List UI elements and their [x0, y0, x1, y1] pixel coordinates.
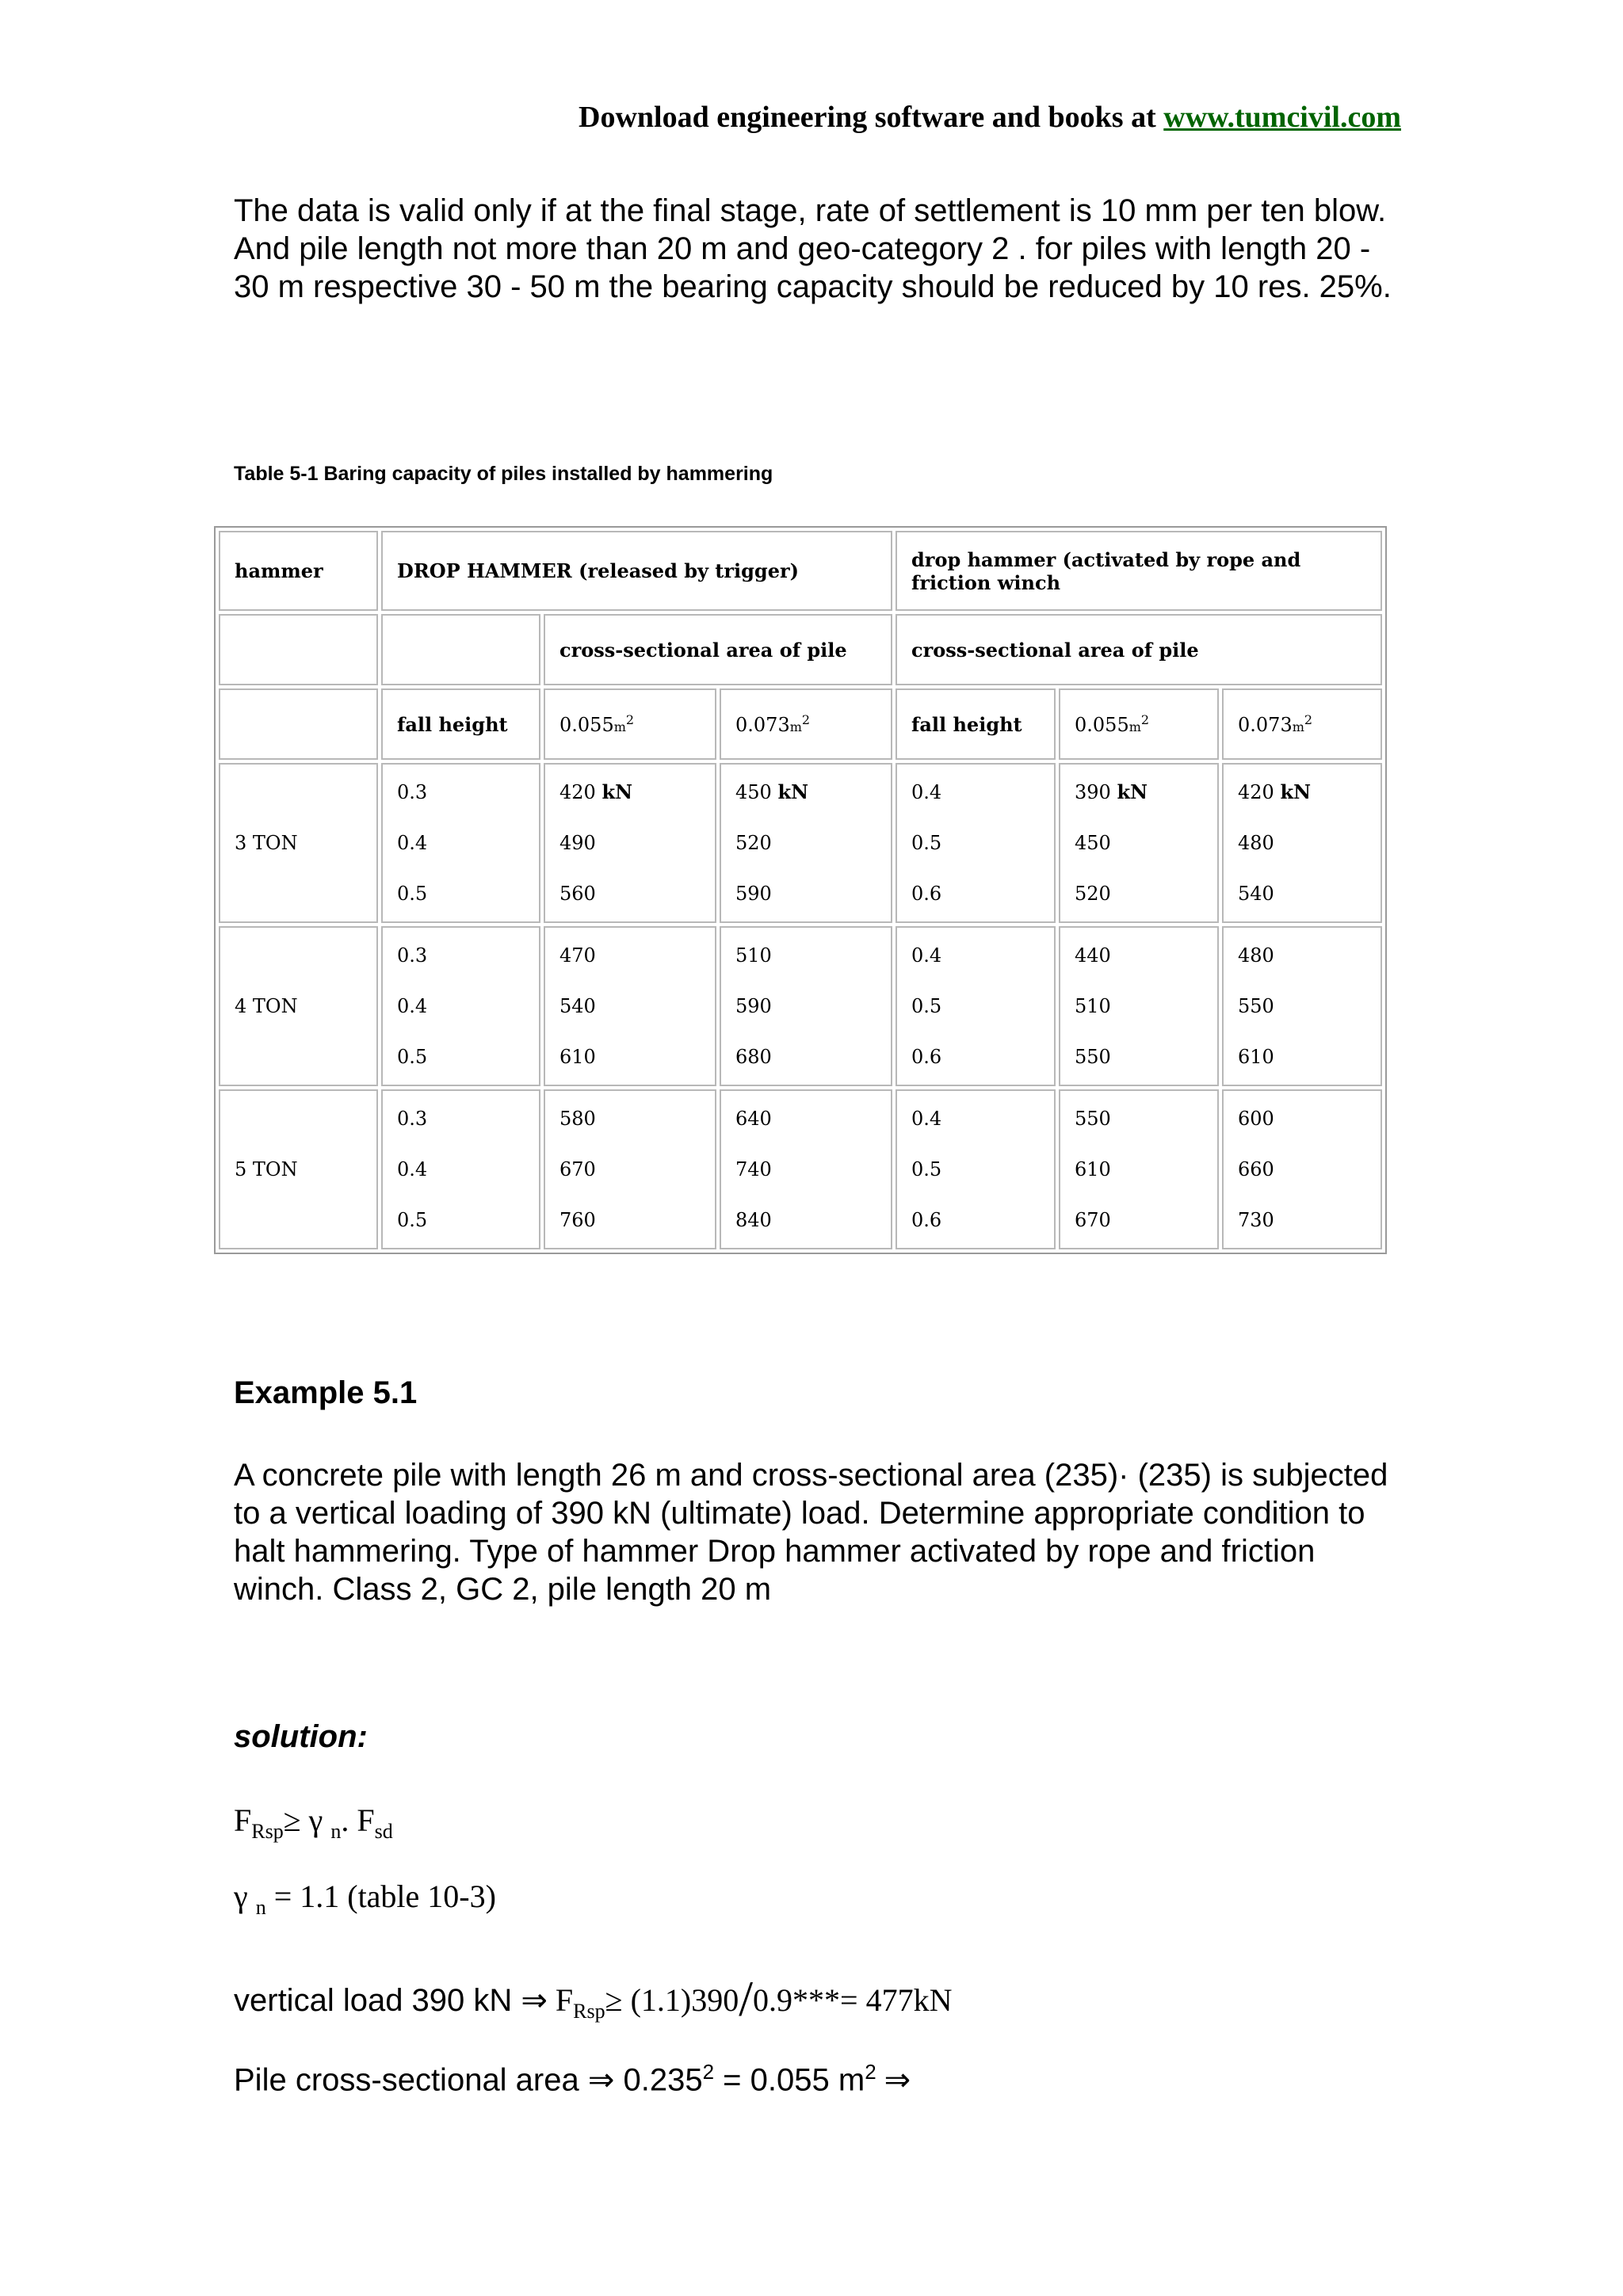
rope-hammer-header: drop hammer (activated by rope and friction winch	[896, 531, 1382, 611]
intro-paragraph: The data is valid only if at the final stage, rate of settlement is 10 mm per ten blow. And pile length not more than 20 m and geo-category 2 . for piles with length 20 - 30 m respective 30 - 50 m the bearing capacity should be reduced by 10 res. 25%.	[234, 193, 1392, 304]
capacity-cell: 440 510 550	[1059, 926, 1219, 1086]
formula-bearing: $F_{Rsp}\ge \gamma$ $_n$. $F_{sd}$	[234, 1802, 393, 1843]
fall-height-cell: 0.4 0.5 0.6	[896, 763, 1056, 923]
hammer-weight: 3 TON	[219, 763, 378, 923]
drop-hammer-header: DROP HAMMER (released by trigger)	[381, 531, 892, 611]
area-header-2: $0.073m^2$	[720, 688, 892, 760]
formula-vertical-load: vertical load 390 kN ⇒ $F_{Rsp}\ge (1.1)390/0.9***= 477kN$	[234, 1970, 953, 2027]
page-header	[0, 100, 1401, 135]
table-row	[219, 1089, 1382, 1249]
table-row	[219, 763, 1382, 923]
capacity-cell: 420 kN 490 560	[544, 763, 716, 923]
capacity-cell: 470 540 610	[544, 926, 716, 1086]
bearing-capacity-table	[214, 526, 1387, 1254]
empty-cell	[219, 688, 378, 760]
capacity-cell: 550 610 670	[1059, 1089, 1219, 1249]
capacity-cell: 390 kN 450 520	[1059, 763, 1219, 923]
table-caption: Table 5-1 Baring capacity of piles installed by hammering	[234, 463, 773, 485]
fall-height-cell: 0.3 0.4 0.5	[381, 1089, 540, 1249]
hammer-header: hammer	[219, 531, 378, 611]
fall-height-header-1: fall height	[381, 688, 540, 760]
capacity-cell: 600 660 730	[1222, 1089, 1382, 1249]
fall-height-header-2: fall height	[896, 688, 1056, 760]
area-header-3: $0.055m^2$	[1059, 688, 1219, 760]
solution-title: solution:	[234, 1719, 368, 1754]
fall-height-cell: 0.3 0.4 0.5	[381, 926, 540, 1086]
formula-area: Pile cross-sectional area ⇒ $0.235^2 = 0.055$ $m^2$ ⇒	[234, 2060, 911, 2098]
example-paragraph: A concrete pile with length 26 m and cross-sectional area (235)· (235) is subjected to a vertical loading of 390 kN (ultimate) load. Determine appropriate condition to halt hammering. Type of hammer Drop hammer activated by rope and friction winch. Class 2, GC 2, pile length 20 m	[234, 1458, 1388, 1607]
cross-section-header-2: cross-sectional area of pile	[896, 614, 1382, 685]
fall-height-cell: 0.4 0.5 0.6	[896, 1089, 1056, 1249]
area-header-4: $0.073m^2$	[1222, 688, 1382, 760]
example-title: Example 5.1	[234, 1375, 418, 1410]
capacity-cell: 450 kN 520 590	[720, 763, 892, 923]
formula-gamma: γ $_n$ = 1.1 (table 10-3)	[234, 1878, 496, 1919]
header-link[interactable]: www.tumcivil.com	[1163, 101, 1401, 134]
fall-height-cell: 0.4 0.5 0.6	[896, 926, 1056, 1086]
hammer-weight: 4 TON	[219, 926, 378, 1086]
table-row	[219, 926, 1382, 1086]
capacity-cell: 580 670 760	[544, 1089, 716, 1249]
empty-cell	[219, 614, 378, 685]
header-text: Download engineering software and books at	[579, 101, 1164, 134]
capacity-cell: 510 590 680	[720, 926, 892, 1086]
empty-cell	[381, 614, 540, 685]
cross-section-header-1: cross-sectional area of pile	[544, 614, 892, 685]
area-header-1: $0.055m^2$	[544, 688, 716, 760]
capacity-cell: 640 740 840	[720, 1089, 892, 1249]
fall-height-cell: 0.3 0.4 0.5	[381, 763, 540, 923]
capacity-cell: 480 550 610	[1222, 926, 1382, 1086]
hammer-weight: 5 TON	[219, 1089, 378, 1249]
capacity-cell: 420 kN 480 540	[1222, 763, 1382, 923]
